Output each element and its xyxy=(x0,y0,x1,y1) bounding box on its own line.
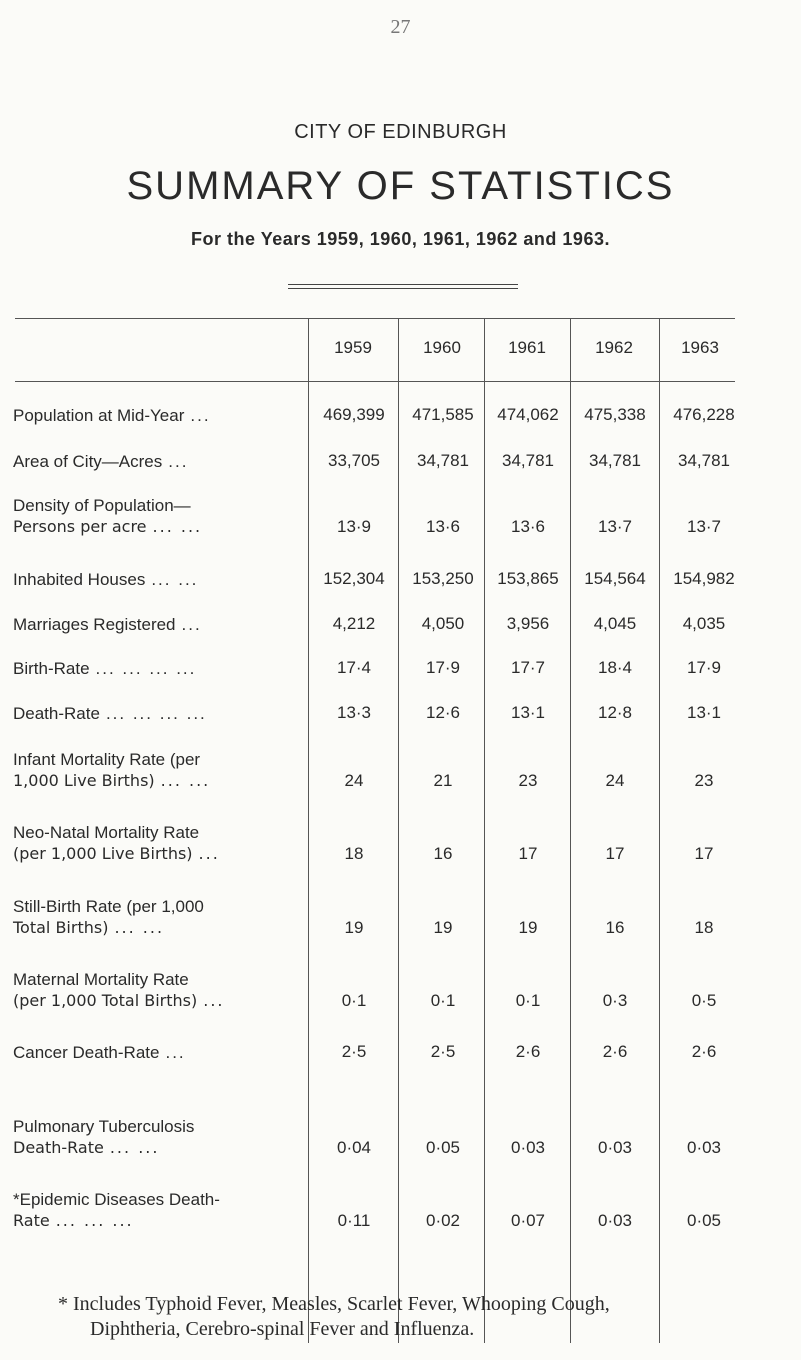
table-header-rule xyxy=(15,381,735,382)
leader-dots: ... ... xyxy=(152,517,203,536)
table-cell-1963: 0·03 xyxy=(686,1138,722,1157)
row-label xyxy=(13,896,303,938)
table-cell-1960: 4,050 xyxy=(421,614,465,633)
row-label-line-1: Birth-Rate ... ... ... ... xyxy=(13,659,197,678)
year-header-1959: 1959 xyxy=(334,338,372,357)
row-label xyxy=(13,1042,303,1063)
table-cell-1962: 475,338 xyxy=(584,405,646,424)
row-label-line-2: Death-Rate ... ... xyxy=(13,1138,160,1157)
table-cell-1960: 0·02 xyxy=(425,1211,461,1230)
table-cell-1962: 12·8 xyxy=(597,703,633,722)
page-title: SUMMARY OF STATISTICS xyxy=(126,164,675,208)
table-cell-1959: 33,705 xyxy=(328,451,380,470)
table-cell-1963: 17 xyxy=(694,844,714,863)
row-label xyxy=(13,1116,303,1158)
table-cell-1961: 0·1 xyxy=(515,991,541,1010)
table-cell-1962: 13·7 xyxy=(597,517,633,536)
column-divider xyxy=(484,318,485,1343)
table-cell-1962: 2·6 xyxy=(602,1042,628,1061)
table-cell-1960: 21 xyxy=(433,771,453,790)
table-cell-1959: 18 xyxy=(344,844,364,863)
row-label-line-2: Persons per acre ... ... xyxy=(13,517,203,536)
row-label xyxy=(13,749,303,791)
table-cell-1959: 13·9 xyxy=(336,517,372,536)
table-cell-1959: 13·3 xyxy=(336,703,372,722)
table-cell-1961: 17 xyxy=(518,844,538,863)
leader-dots: ... ... ... ... xyxy=(105,704,207,723)
table-cell-1961: 0·03 xyxy=(510,1138,546,1157)
row-label-line-1: Density of Population— xyxy=(13,496,191,515)
table-cell-1960: 13·6 xyxy=(425,517,461,536)
leader-dots: ... ... xyxy=(160,771,211,790)
leader-dots: ... xyxy=(168,452,189,471)
table-cell-1961: 13·1 xyxy=(510,703,546,722)
footnote-line-2: Diphtheria, Cerebro-spinal Fever and Influenza. xyxy=(90,1318,475,1340)
table-cell-1961: 17·7 xyxy=(510,658,546,677)
leader-dots: ... xyxy=(181,615,202,634)
table-cell-1962: 16 xyxy=(605,918,625,937)
table-cell-1959: 4,212 xyxy=(332,614,376,633)
row-label xyxy=(13,405,303,426)
page-number: 27 xyxy=(390,16,411,38)
row-label-line-2: Total Births) ... ... xyxy=(13,918,165,937)
row-label-line-1: Still-Birth Rate (per 1,000 xyxy=(13,897,204,916)
row-label xyxy=(13,969,303,1011)
table-cell-1960: 34,781 xyxy=(417,451,469,470)
row-label-line-1: Area of City—Acres ... xyxy=(13,452,189,471)
leader-dots: ... xyxy=(165,1043,186,1062)
row-label-line-1: Pulmonary Tuberculosis xyxy=(13,1117,195,1136)
row-label-line-1: Inhabited Houses ... ... xyxy=(13,570,199,589)
table-cell-1959: 469,399 xyxy=(323,405,385,424)
table-cell-1961: 3,956 xyxy=(506,614,550,633)
table-cell-1961: 34,781 xyxy=(502,451,554,470)
year-header-1962: 1962 xyxy=(595,338,633,357)
table-cell-1963: 23 xyxy=(694,771,714,790)
table-cell-1962: 4,045 xyxy=(593,614,637,633)
table-cell-1962: 0·03 xyxy=(597,1138,633,1157)
leader-dots: ... ... ... xyxy=(55,1211,134,1230)
year-header-1960: 1960 xyxy=(423,338,461,357)
leader-dots: ... ... xyxy=(151,570,199,589)
row-label xyxy=(13,1189,303,1231)
table-cell-1959: 152,304 xyxy=(323,569,385,588)
table-cell-1962: 0·03 xyxy=(597,1211,633,1230)
row-label-line-1: Population at Mid-Year ... xyxy=(13,406,211,425)
table-cell-1962: 17 xyxy=(605,844,625,863)
table-cell-1959: 0·04 xyxy=(336,1138,372,1157)
footnote xyxy=(58,1292,778,1342)
table-cell-1962: 0·3 xyxy=(602,991,628,1010)
table-cell-1961: 153,865 xyxy=(497,569,559,588)
leader-dots: ... xyxy=(198,844,220,863)
title-double-rule xyxy=(288,284,518,289)
column-divider xyxy=(659,318,660,1343)
row-label xyxy=(13,703,303,724)
table-cell-1962: 24 xyxy=(605,771,625,790)
leader-dots: ... ... xyxy=(109,1138,160,1157)
row-label-line-2: 1,000 Live Births) ... ... xyxy=(13,771,211,790)
row-label-line-2: (per 1,000 Live Births) ... xyxy=(13,844,220,863)
leader-dots: ... xyxy=(190,406,211,425)
row-label xyxy=(13,569,303,590)
year-header-1961: 1961 xyxy=(508,338,546,357)
table-cell-1960: 19 xyxy=(433,918,453,937)
row-label-line-1: Neo-Natal Mortality Rate xyxy=(13,823,200,842)
year-header-1963: 1963 xyxy=(681,338,719,357)
table-cell-1963: 0·05 xyxy=(686,1211,722,1230)
table-cell-1961: 0·07 xyxy=(510,1211,546,1230)
table-cell-1963: 476,228 xyxy=(673,405,735,424)
row-label xyxy=(13,614,303,635)
table-cell-1959: 19 xyxy=(344,918,364,937)
column-divider xyxy=(308,318,309,1343)
table-cell-1963: 13·1 xyxy=(686,703,722,722)
column-divider xyxy=(570,318,571,1343)
table-cell-1963: 34,781 xyxy=(678,451,730,470)
row-label-line-1: *Epidemic Diseases Death- xyxy=(13,1190,220,1209)
subtitle: For the Years 1959, 1960, 1961, 1962 and 1963. xyxy=(191,229,610,249)
table-cell-1960: 153,250 xyxy=(412,569,474,588)
table-cell-1963: 17·9 xyxy=(686,658,722,677)
table-cell-1961: 23 xyxy=(518,771,538,790)
row-label xyxy=(13,822,303,864)
row-label xyxy=(13,451,303,472)
table-cell-1962: 34,781 xyxy=(589,451,641,470)
footnote-line-1: * Includes Typhoid Fever, Measles, Scarlet Fever, Whooping Cough, xyxy=(58,1293,610,1315)
leader-dots: ... ... ... ... xyxy=(95,659,197,678)
table-cell-1960: 0·1 xyxy=(430,991,456,1010)
leader-dots: ... ... xyxy=(114,918,165,937)
row-label-line-1: Infant Mortality Rate (per xyxy=(13,750,201,769)
table-cell-1959: 2·5 xyxy=(341,1042,367,1061)
table-cell-1961: 2·6 xyxy=(515,1042,541,1061)
table-cell-1961: 19 xyxy=(518,918,538,937)
table-cell-1960: 0·05 xyxy=(425,1138,461,1157)
table-top-rule xyxy=(15,318,735,319)
table-cell-1959: 0·1 xyxy=(341,991,367,1010)
row-label xyxy=(13,658,303,679)
table-cell-1959: 17·4 xyxy=(336,658,372,677)
table-cell-1960: 16 xyxy=(433,844,453,863)
table-cell-1962: 18·4 xyxy=(597,658,633,677)
row-label-line-1: Marriages Registered ... xyxy=(13,615,202,634)
table-cell-1963: 154,982 xyxy=(673,569,735,588)
row-label-line-1: Death-Rate ... ... ... ... xyxy=(13,704,207,723)
column-divider xyxy=(398,318,399,1343)
table-cell-1963: 0·5 xyxy=(691,991,717,1010)
table-cell-1960: 17·9 xyxy=(425,658,461,677)
city-heading: CITY OF EDINBURGH xyxy=(294,121,507,143)
table-cell-1961: 13·6 xyxy=(510,517,546,536)
table-cell-1959: 0·11 xyxy=(337,1211,371,1230)
table-cell-1963: 13·7 xyxy=(686,517,722,536)
row-label-line-2: (per 1,000 Total Births) ... xyxy=(13,991,225,1010)
table-cell-1960: 471,585 xyxy=(412,405,474,424)
table-cell-1961: 474,062 xyxy=(497,405,559,424)
leader-dots: ... xyxy=(203,991,225,1010)
table-cell-1963: 2·6 xyxy=(691,1042,717,1061)
table-cell-1963: 4,035 xyxy=(682,614,726,633)
table-cell-1962: 154,564 xyxy=(584,569,646,588)
row-label xyxy=(13,495,303,537)
row-label-line-2: Rate ... ... ... xyxy=(13,1211,134,1230)
table-cell-1963: 18 xyxy=(694,918,714,937)
table-cell-1960: 12·6 xyxy=(425,703,461,722)
row-label-line-1: Maternal Mortality Rate xyxy=(13,970,189,989)
table-cell-1960: 2·5 xyxy=(430,1042,456,1061)
row-label-line-1: Cancer Death-Rate ... xyxy=(13,1043,186,1062)
table-cell-1959: 24 xyxy=(344,771,364,790)
